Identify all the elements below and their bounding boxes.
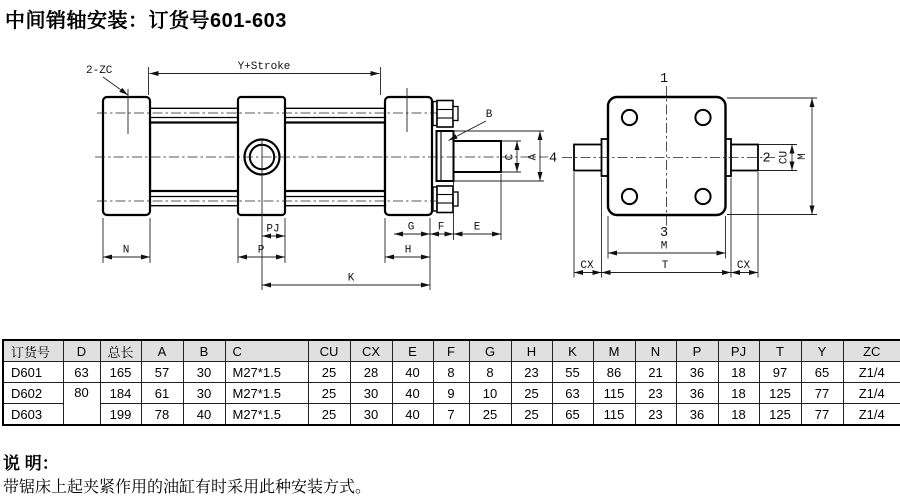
- spec-cell: 125: [759, 383, 801, 404]
- dim-label-g: G: [407, 221, 415, 234]
- spec-cell: 77: [801, 404, 843, 426]
- spec-cell: 30: [350, 404, 392, 426]
- table-row: [3, 362, 900, 383]
- table-row: [3, 404, 900, 426]
- balloon-2: 2: [762, 151, 771, 167]
- column-header-10: G: [469, 340, 511, 362]
- tie-rod-hole: [695, 189, 710, 204]
- spec-cell: 36: [676, 404, 718, 426]
- tie-rod-hole: [622, 110, 637, 125]
- dim-label-f: F: [437, 221, 445, 234]
- column-header-5: C: [225, 340, 308, 362]
- dim-label-m-vertical: M: [797, 153, 809, 160]
- spec-cell: 25: [511, 383, 552, 404]
- dim-label-y-stroke: Y+Stroke: [237, 61, 291, 73]
- page-title: 中间销轴安装：订货号601-603: [5, 10, 287, 32]
- spec-cell: M27*1.5: [225, 404, 308, 426]
- spec-cell: M27*1.5: [225, 362, 308, 383]
- dim-label-pj: PJ: [266, 223, 280, 236]
- column-header-17: T: [759, 340, 801, 362]
- tie-rod-nut-top: [433, 101, 458, 128]
- leader-2zc: [103, 77, 128, 95]
- column-header-7: CX: [350, 340, 392, 362]
- spec-cell: 25: [308, 404, 350, 426]
- spec-cell: 30: [350, 383, 392, 404]
- spec-cell: 63: [63, 362, 100, 383]
- column-header-6: CU: [308, 340, 350, 362]
- spec-cell: 36: [676, 362, 718, 383]
- spec-cell: 30: [183, 362, 225, 383]
- spec-cell: 78: [141, 404, 183, 426]
- dim-label-k: K: [347, 272, 355, 285]
- dim-label-t: T: [661, 260, 669, 272]
- spec-cell: 65: [552, 404, 593, 426]
- technical-drawing: [0, 55, 900, 300]
- spec-cell: Z1/4: [843, 404, 900, 426]
- dim-label-e: E: [473, 221, 481, 234]
- front-cap: [385, 97, 432, 215]
- column-header-4: B: [183, 340, 225, 362]
- nut-top: [437, 101, 453, 128]
- spec-cell: 65: [801, 362, 843, 383]
- spec-cell: 86: [593, 362, 635, 383]
- balloon-4: 4: [548, 151, 558, 167]
- spec-cell: 40: [183, 404, 225, 426]
- column-header-0: 订货号: [3, 340, 63, 362]
- spec-cell: 184: [100, 383, 141, 404]
- rod-collar: [437, 131, 454, 181]
- spec-cell: 9: [433, 383, 469, 404]
- column-header-15: P: [676, 340, 718, 362]
- spec-cell: M27*1.5: [225, 383, 308, 404]
- spec-cell: 18: [718, 362, 759, 383]
- column-header-14: N: [635, 340, 676, 362]
- table-header-row: [3, 340, 900, 362]
- spec-cell: 25: [511, 404, 552, 426]
- spec-cell: 23: [511, 362, 552, 383]
- order-number-cell: D601: [3, 362, 63, 383]
- tie-rod-hole: [695, 110, 710, 125]
- column-header-12: K: [552, 340, 593, 362]
- spec-cell: 7: [433, 404, 469, 426]
- dim-label-cu: CU: [778, 150, 791, 165]
- column-header-19: ZC: [843, 340, 900, 362]
- spec-cell: 115: [593, 383, 635, 404]
- column-header-16: PJ: [718, 340, 759, 362]
- spec-cell: 40: [392, 383, 433, 404]
- spec-cell: 125: [759, 404, 801, 426]
- spec-cell: 23: [635, 383, 676, 404]
- order-number-cell: D602: [3, 383, 63, 404]
- note-body: 带锯床上起夹紧作用的油缸有时采用此种安装方式。: [3, 479, 372, 496]
- spec-cell: 80: [63, 383, 100, 426]
- tie-rod-nut-bottom: [433, 186, 458, 213]
- spec-table: [2, 339, 900, 426]
- spec-cell: 57: [141, 362, 183, 383]
- spec-cell: 8: [433, 362, 469, 383]
- column-header-3: A: [141, 340, 183, 362]
- dim-label-n: N: [122, 244, 130, 257]
- dim-label-m-horizontal: M: [660, 240, 668, 253]
- dim-label-a: A: [527, 153, 540, 161]
- spec-cell: 115: [593, 404, 635, 426]
- balloon-3: 3: [659, 226, 669, 241]
- spec-cell: 61: [141, 383, 183, 404]
- rear-cap: [103, 97, 150, 215]
- spec-cell: 10: [469, 383, 511, 404]
- end-view: [549, 72, 817, 278]
- spec-cell: 77: [801, 383, 843, 404]
- spec-cell: 28: [350, 362, 392, 383]
- spec-cell: 199: [100, 404, 141, 426]
- dim-label-c: C: [504, 153, 517, 161]
- column-header-18: Y: [801, 340, 843, 362]
- order-number-cell: D603: [3, 404, 63, 426]
- spec-cell: Z1/4: [843, 362, 900, 383]
- dim-label-b: B: [485, 109, 493, 121]
- column-header-1: D: [63, 340, 100, 362]
- balloon-1: 1: [659, 72, 669, 87]
- spec-cell: 23: [635, 404, 676, 426]
- spec-cell: 21: [635, 362, 676, 383]
- piston-rod: [454, 141, 502, 172]
- spec-cell: 18: [718, 383, 759, 404]
- nut-bottom: [437, 186, 453, 213]
- tie-rod-end-top: [453, 107, 458, 121]
- spec-cell: 55: [552, 362, 593, 383]
- spec-cell: 40: [392, 404, 433, 426]
- dim-label-h: H: [404, 244, 412, 257]
- dim-label-p: P: [257, 244, 265, 257]
- table-row: [3, 383, 900, 404]
- column-header-2: 总长: [100, 340, 141, 362]
- spec-cell: 63: [552, 383, 593, 404]
- spec-cell: 97: [759, 362, 801, 383]
- spec-cell: 40: [392, 362, 433, 383]
- note-heading: 说 明：: [3, 454, 59, 473]
- side-view: [86, 61, 548, 290]
- column-header-9: F: [433, 340, 469, 362]
- spec-cell: 25: [469, 404, 511, 426]
- spec-cell: 25: [308, 362, 350, 383]
- column-header-11: H: [511, 340, 552, 362]
- tie-rod-hole: [622, 189, 637, 204]
- spec-cell: 36: [676, 383, 718, 404]
- spec-cell: 165: [100, 362, 141, 383]
- spec-cell: Z1/4: [843, 383, 900, 404]
- dim-label-cx-right: CX: [736, 260, 751, 272]
- spec-cell: 18: [718, 404, 759, 426]
- spec-cell: 30: [183, 383, 225, 404]
- dim-label-cx-left: CX: [580, 260, 594, 272]
- column-header-13: M: [593, 340, 635, 362]
- spec-cell: 25: [308, 383, 350, 404]
- dim-label-2zc: 2-ZC: [86, 65, 113, 77]
- spec-cell: 8: [469, 362, 511, 383]
- column-header-8: E: [392, 340, 433, 362]
